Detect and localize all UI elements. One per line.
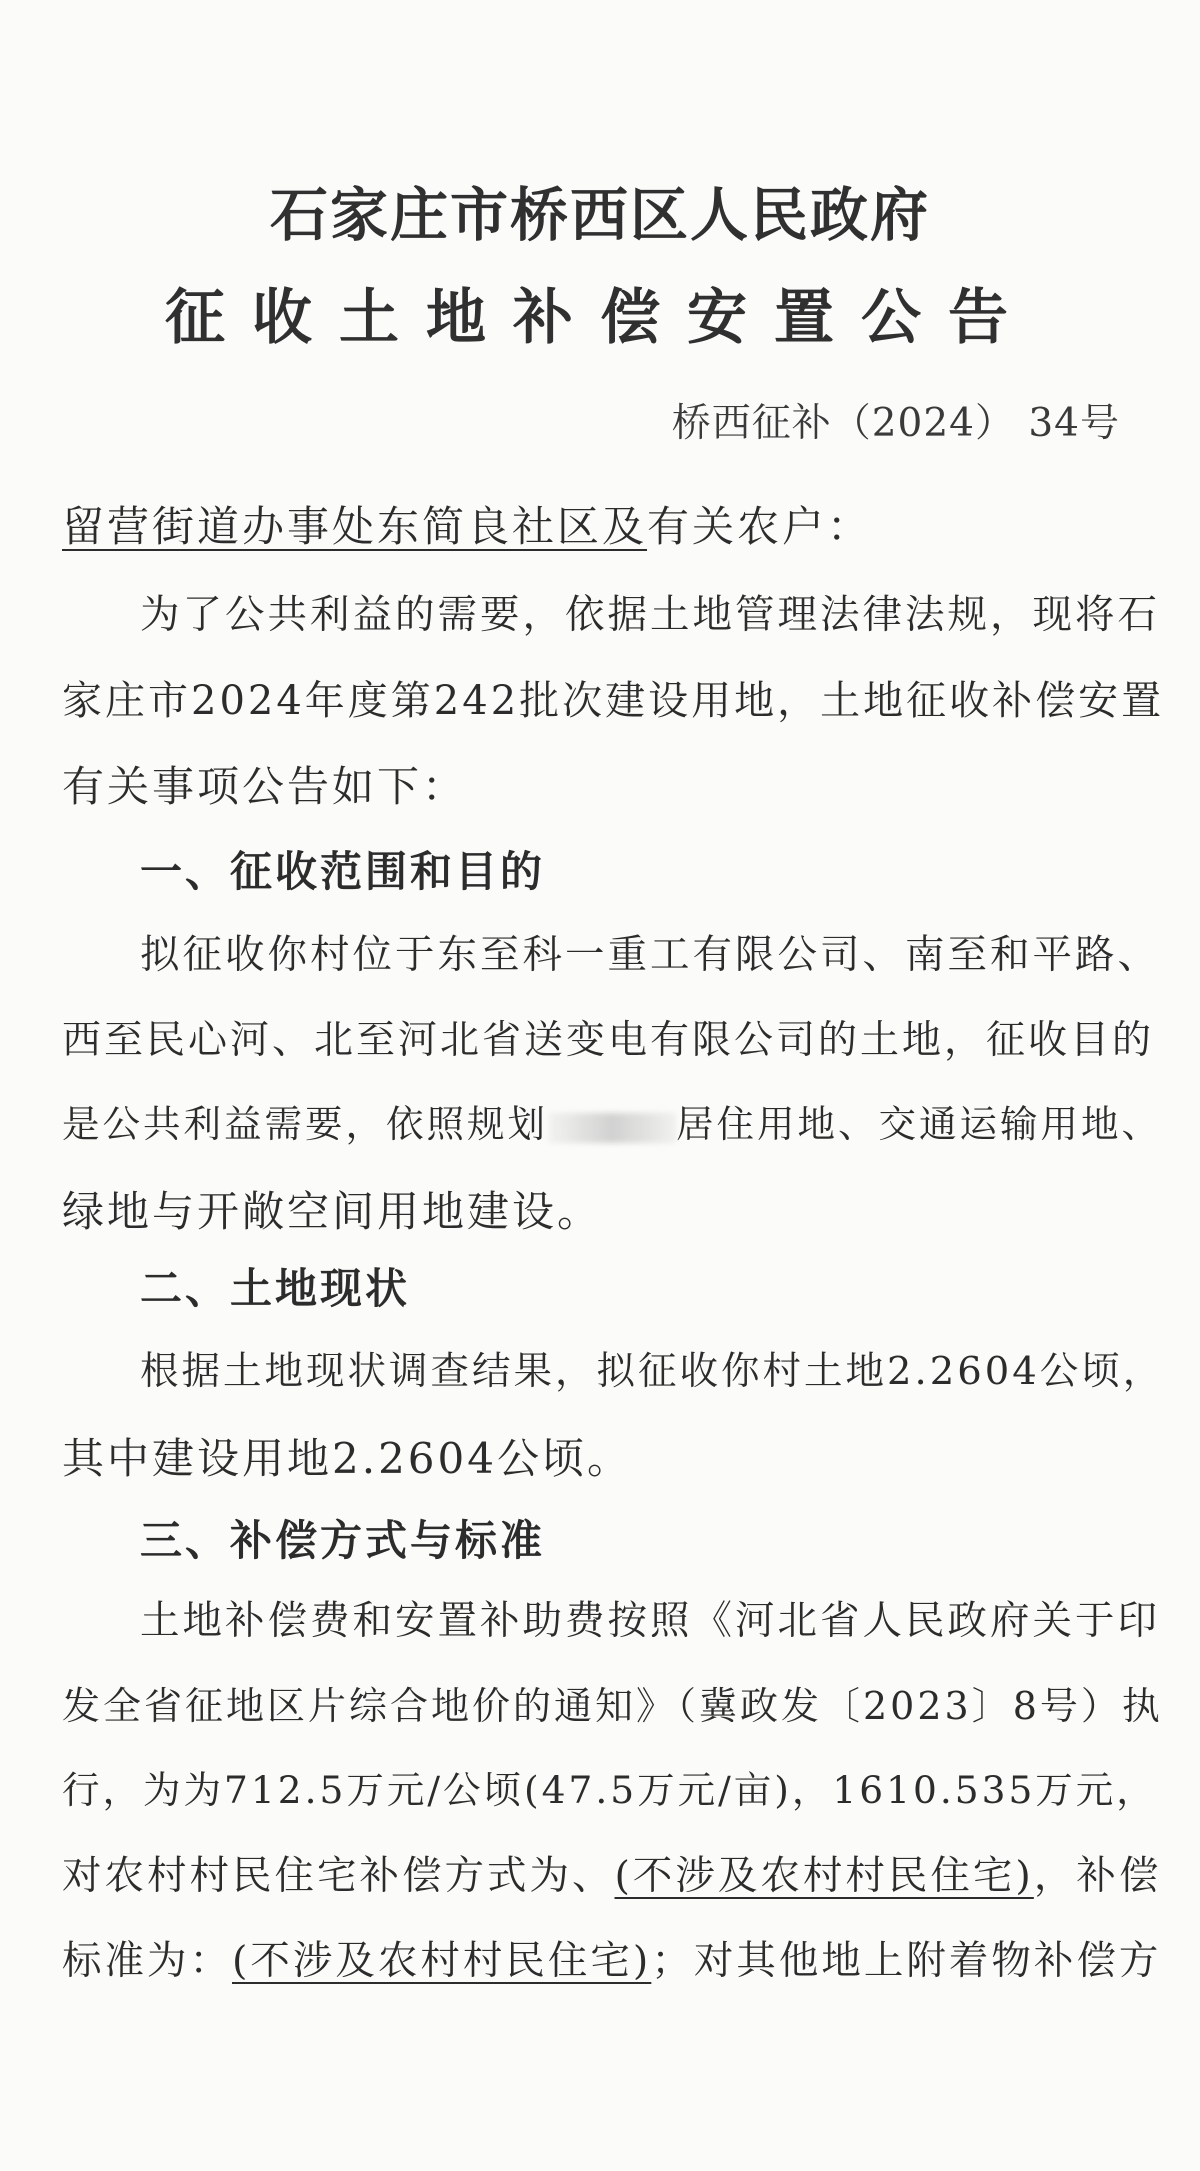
intro-line-2: 家庄市2024年度第242批次建设用地，土地征收补偿安置 bbox=[62, 678, 1165, 724]
addressee-rest: 有关农户： bbox=[647, 502, 873, 551]
section-2-heading: 二、土地现状 bbox=[140, 1264, 411, 1313]
section-1-line-4: 绿地与开敞空间用地建设。 bbox=[62, 1187, 603, 1236]
addressee bbox=[62, 494, 872, 554]
section-1-line-3-after: 居住用地、交通运输用地、 bbox=[676, 1102, 1162, 1146]
section-1-line-1: 拟征收你村位于东至科一重工有限公司、南至和平路、 bbox=[140, 932, 1160, 978]
section-3-heading: 三、补偿方式与标准 bbox=[140, 1516, 546, 1565]
redaction-blur bbox=[548, 1113, 676, 1143]
section-1-line-2: 西至民心河、北至河北省送变电有限公司的土地，征收目的 bbox=[62, 1018, 1155, 1063]
section-3-line-4-underlined: (不涉及农村村民住宅) bbox=[614, 1853, 1034, 1899]
section-3-line-3: 行，为为712.5万元/公顷(47.5万元/亩)，1610.535万元， bbox=[62, 1768, 1157, 1812]
intro-line-3: 有关事项公告如下： bbox=[62, 762, 468, 811]
document-number: 桥西征补（2024） 34号 bbox=[671, 401, 1120, 446]
section-3-line-5-underlined: (不涉及农村村民住宅) bbox=[232, 1938, 652, 1984]
section-3-line-5 bbox=[62, 1930, 1161, 1986]
section-1-line-3 bbox=[62, 1094, 1162, 1148]
section-3-line-2: 发全省征地区片综合地价的通知》（冀政发〔2023〕8号）执 bbox=[62, 1684, 1163, 1728]
section-3-line-5-after: ；对其他地上附着物补偿方 bbox=[651, 1938, 1162, 1984]
section-3-line-1: 土地补偿费和安置补助费按照《河北省人民政府关于印 bbox=[140, 1598, 1160, 1644]
addressee-underlined: 留营街道办事处东简良社区及 bbox=[62, 502, 648, 551]
section-2-line-2: 其中建设用地2.2604公顷。 bbox=[62, 1434, 632, 1483]
section-3-line-4-after: ，补偿 bbox=[1033, 1853, 1162, 1899]
announcement-title: 征收土地补偿安置公告 bbox=[165, 283, 1035, 353]
intro-line-1: 为了公共利益的需要，依据土地管理法律法规，现将石 bbox=[140, 592, 1160, 638]
section-3-line-4 bbox=[62, 1845, 1161, 1901]
section-1-heading: 一、征收范围和目的 bbox=[140, 847, 546, 896]
section-2-line-1: 根据土地现状调查结果，拟征收你村土地2.2604公顷， bbox=[140, 1349, 1165, 1394]
issuer-title: 石家庄市桥西区人民政府 bbox=[269, 181, 930, 249]
section-1-line-3-before: 是公共利益需要，依照规划 bbox=[62, 1102, 548, 1146]
section-3-line-4-before: 对农村村民住宅补偿方式为、 bbox=[62, 1853, 615, 1899]
section-3-line-5-before: 标准为： bbox=[62, 1938, 232, 1984]
